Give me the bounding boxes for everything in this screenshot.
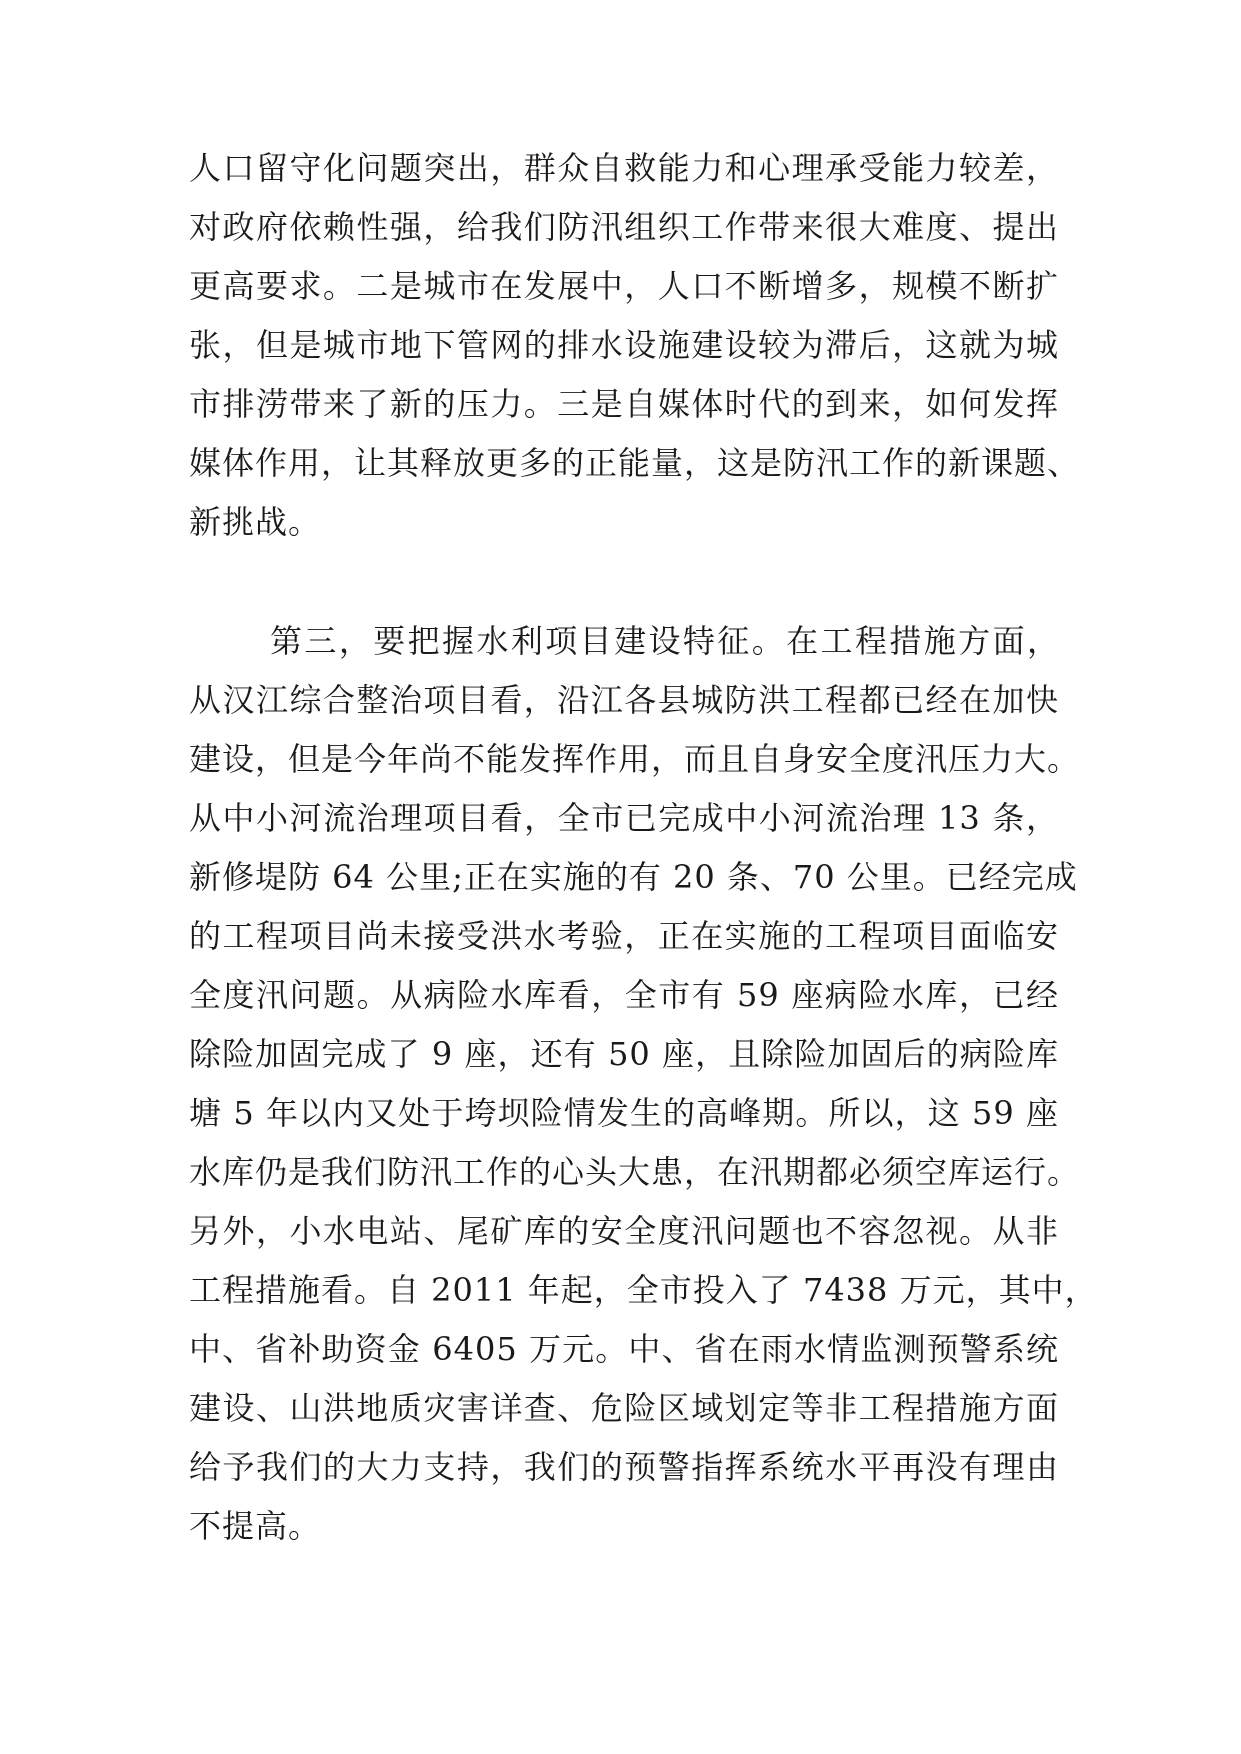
text-line: 对政府依赖性强，给我们防汛组织工作带来很大难度、提出: [189, 208, 1059, 246]
text-line: 张，但是城市地下管网的排水设施建设较为滞后，这就为城: [189, 326, 1059, 364]
text-line: 不提高。: [189, 1507, 322, 1545]
text-line: 第三，要把握水利项目建设特征。在工程措施方面，: [270, 622, 1060, 660]
text-line: 水库仍是我们防汛工作的心头大患，在汛期都必须空库运行。: [189, 1153, 1081, 1191]
text-line: 媒体作用，让其释放更多的正能量，这是防汛工作的新课题、: [189, 444, 1081, 482]
text-line: 的工程项目尚未接受洪水考验，正在实施的工程项目面临安: [189, 917, 1059, 955]
text-line: 除险加固完成了 9 座，还有 50 座，且除险加固后的病险库: [189, 1035, 1059, 1073]
text-line: 工程措施看。自 2011 年起，全市投入了 7438 万元，其中，: [189, 1271, 1098, 1309]
text-line: 从中小河流治理项目看，全市已完成中小河流治理 13 条，: [189, 799, 1059, 837]
text-line: 全度汛问题。从病险水库看，全市有 59 座病险水库，已经: [189, 976, 1059, 1014]
text-line: 建设，但是今年尚不能发挥作用，而且自身安全度汛压力大。: [189, 740, 1081, 778]
text-line: 中、省补助资金 6405 万元。中、省在雨水情监测预警系统: [189, 1330, 1059, 1368]
text-line: 市排涝带来了新的压力。三是自媒体时代的到来，如何发挥: [189, 385, 1059, 423]
text-line: 塘 5 年以内又处于垮坝险情发生的高峰期。所以，这 59 座: [189, 1094, 1059, 1132]
text-line: 更高要求。二是城市在发展中，人口不断增多，规模不断扩: [189, 267, 1059, 305]
text-line: 给予我们的大力支持，我们的预警指挥系统水平再没有理由: [189, 1448, 1059, 1486]
text-line: 建设、山洪地质灾害详查、危险区域划定等非工程措施方面: [189, 1389, 1059, 1427]
text-line: 人口留守化问题突出，群众自救能力和心理承受能力较差，: [189, 149, 1059, 187]
text-line: 新修堤防 64 公里;正在实施的有 20 条、70 公里。已经完成: [189, 858, 1078, 896]
text-line: 另外，小水电站、尾矿库的安全度汛问题也不容忽视。从非: [189, 1212, 1059, 1250]
text-line: 从汉江综合整治项目看，沿江各县城防洪工程都已经在加快: [189, 681, 1059, 719]
text-line: 新挑战。: [189, 503, 322, 541]
